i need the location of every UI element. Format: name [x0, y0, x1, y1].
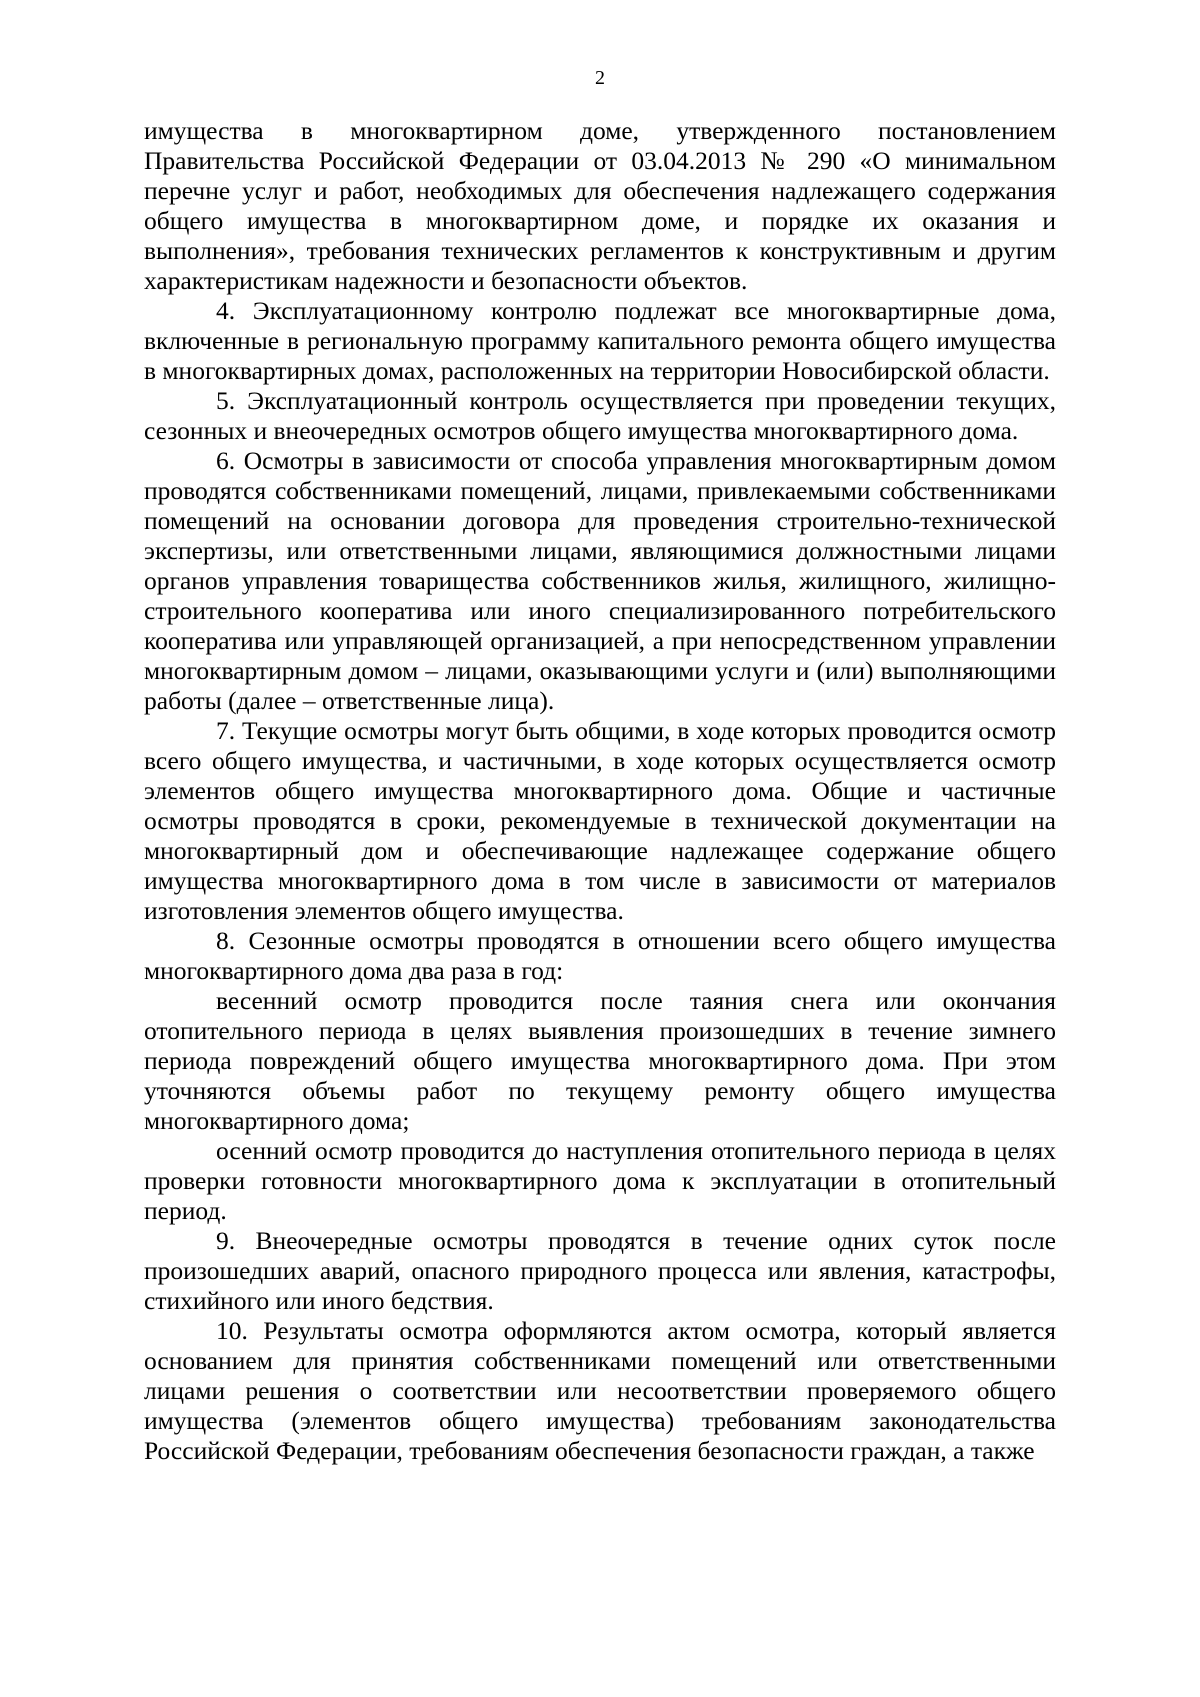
paragraph-item-5: 5. Эксплуатационный контроль осуществляется при проведении текущих, сезонных и внеочередных осмотров общего имущества многоквартирного дома. — [144, 386, 1056, 445]
paragraph-spring-inspection: весенний осмотр проводится после таяния снега или окончания отопительного периода в целях выявления произошедших в течение зимнего периода повреждений общего имущества многоквартирного дома. При этом уточняются объемы работ по текущему ремонту общего имущества многоквартирного дома; — [144, 986, 1056, 1135]
paragraph-item-8: 8. Сезонные осмотры проводятся в отношении всего общего имущества многоквартирного дома два раза в год: — [144, 926, 1056, 985]
paragraph-item-9: 9. Внеочередные осмотры проводятся в течение одних суток после произошедших аварий, опасного природного процесса или явления, катастрофы, стихийного или иного бедствия. — [144, 1226, 1056, 1315]
paragraph-item-6: 6. Осмотры в зависимости от способа управления многоквартирным домом проводятся собственниками помещений, лицами, привлекаемыми собственниками помещений на основании договора для проведения строительно-технической экспертизы, или ответственными лицами, являющимися должностными лицами органов управления товарищества собственников жилья, жилищного, жилищно-строительного кооператива или иного специализированного потребительского кооператива или управляющей организацией, а при непосредственном управлении многоквартирным домом – лицами, оказывающими услуги и (или) выполняющими работы (далее – ответственные лица). — [144, 446, 1056, 715]
paragraph-autumn-inspection: осенний осмотр проводится до наступления отопительного периода в целях проверки готовности многоквартирного дома к эксплуатации в отопительный период. — [144, 1136, 1056, 1225]
page-number: 2 — [595, 67, 605, 89]
paragraph-item-7: 7. Текущие осмотры могут быть общими, в ходе которых проводится осмотр всего общего имущества, и частичными, в ходе которых осуществляется осмотр элементов общего имущества многоквартирного дома. Общие и частичные осмотры проводятся в сроки, рекомендуемые в технической документации на многоквартирный дом и обеспечивающие надлежащее содержание общего имущества многоквартирного дома в том числе в зависимости от материалов изготовления элементов общего имущества. — [144, 716, 1056, 925]
paragraph-item-10: 10. Результаты осмотра оформляются актом осмотра, который является основанием для принятия собственниками помещений или ответственными лицами решения о соответствии или несоответствии проверяемого общего имущества (элементов общего имущества) требованиям законодательства Российской Федерации, требованиям обеспечения безопасности граждан, а также — [144, 1316, 1056, 1465]
paragraph-item-4: 4. Эксплуатационному контролю подлежат все многоквартирные дома, включенные в региональную программу капитального ремонта общего имущества в многоквартирных домах, расположенных на территории Новосибирской области. — [144, 296, 1056, 385]
paragraph-continuation: имущества в многоквартирном доме, утвержденного постановлением Правительства Российской Федерации от 03.04.2013 № 290 «О минимальном перечне услуг и работ, необходимых для обеспечения надлежащего содержания общего имущества в многоквартирном доме, и порядке их оказания и выполнения», требования технических регламентов к конструктивным и другим характеристикам надежности и безопасности объектов. — [144, 116, 1056, 295]
document-body — [144, 116, 1056, 1466]
